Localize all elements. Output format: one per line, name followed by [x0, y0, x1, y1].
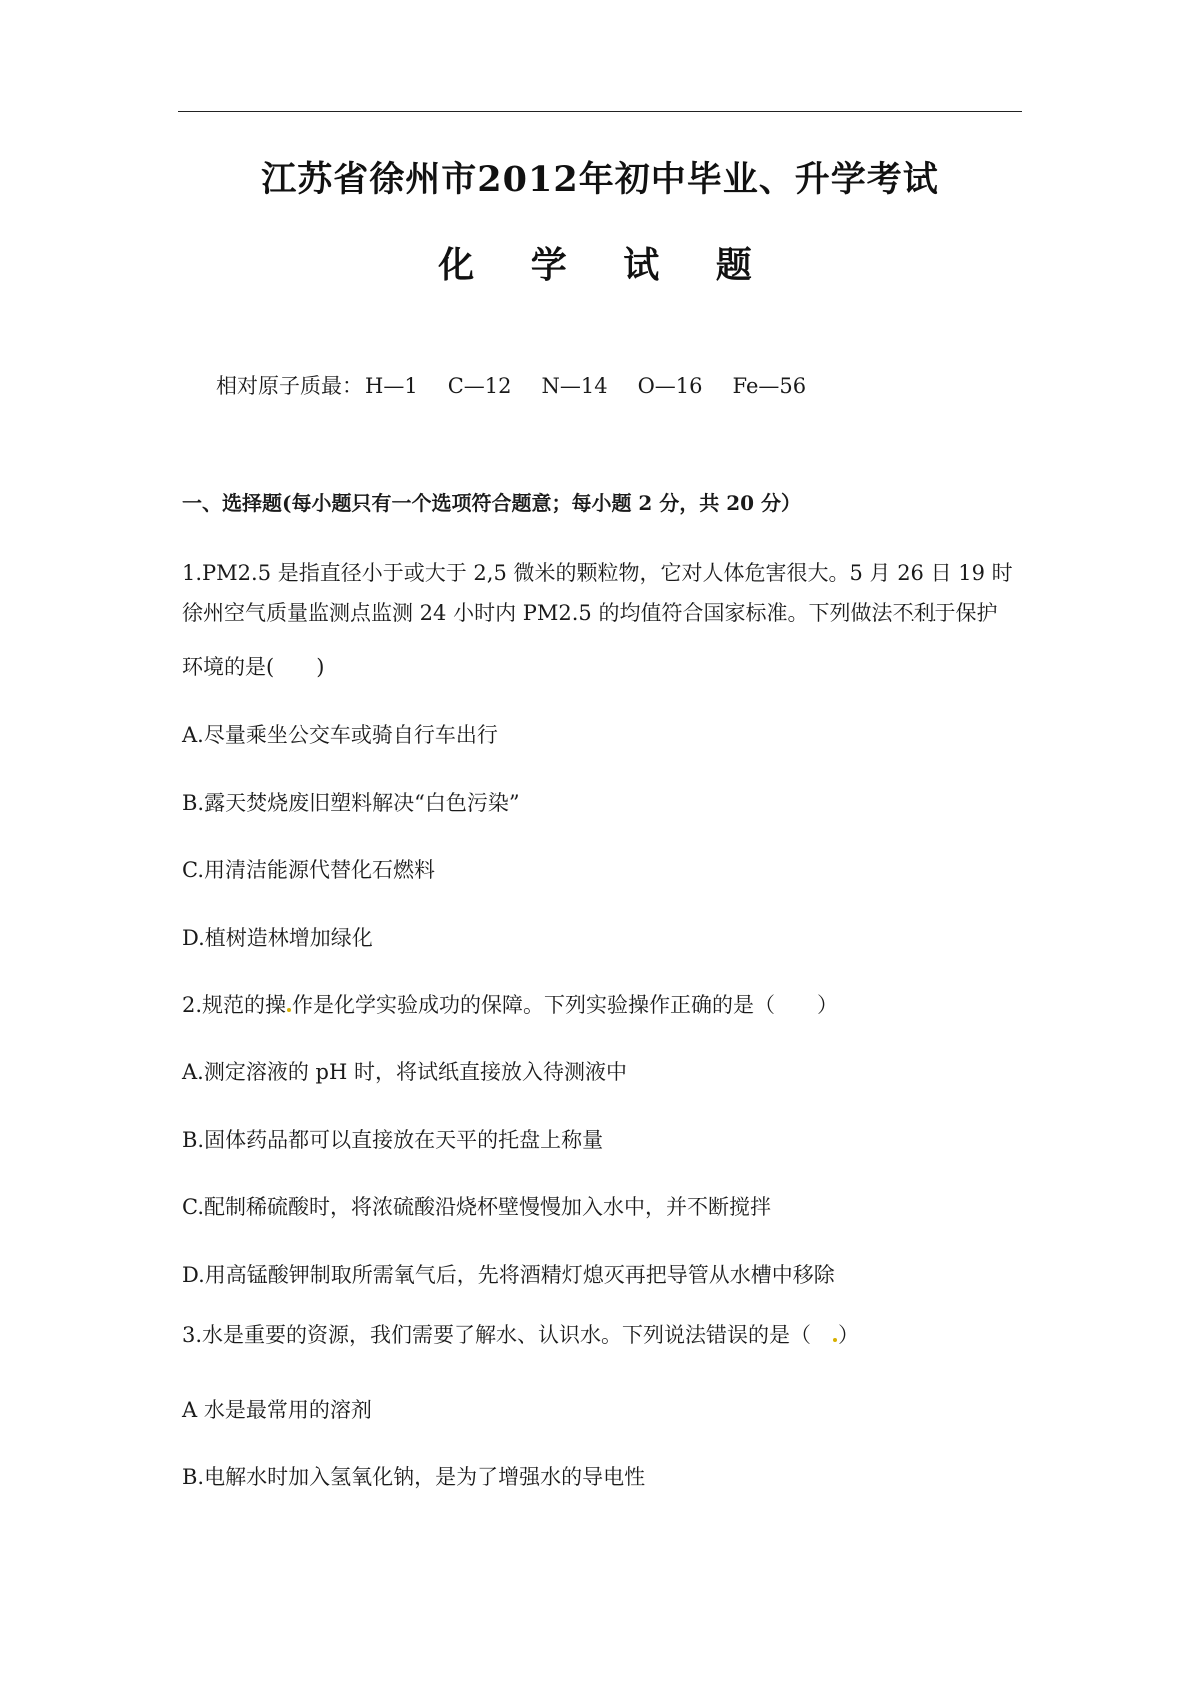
- q3-option-b: B.电解水时加入氢氧化钠，是为了增强水的导电性: [182, 1465, 646, 1489]
- q1-stem-line3: 环境的是( ): [182, 655, 325, 679]
- atomic-masses: [216, 370, 836, 400]
- q3-emphasis: 错误 · ·: [706, 1319, 748, 1349]
- scan-mark: [833, 1338, 837, 1342]
- q2-option-d: D.用高锰酸钾制取所需氧气后，先将酒精灯熄灭再把导管从水槽中移除: [182, 1263, 835, 1287]
- mass-c: C—12: [447, 374, 512, 398]
- exam-subtitle: 化 学 试 题: [438, 244, 774, 286]
- q1-option-d: D.植树造林增加绿化: [182, 926, 373, 950]
- q1-stem-line2-post: 保护: [955, 601, 998, 625]
- mass-fe: Fe—56: [732, 374, 807, 398]
- q2-stem-post: 作是化学实验成功的保障。下列实验操作正确的是（ ）: [292, 993, 839, 1017]
- mass-o: O—16: [637, 374, 703, 398]
- q1-stem-line2-pre: 徐州空气质量监测点监测 24 小时内 PM2.5 的均值符合国家标准。下列做法: [182, 601, 893, 625]
- exam-title: 江苏省徐州市2012年初中毕业、升学考试: [261, 159, 939, 200]
- mass-h: H—1: [365, 374, 418, 398]
- q2-option-c: C.配制稀硫酸时，将浓硫酸沿烧杯壁慢慢加入水中，并不断搅拌: [182, 1195, 771, 1219]
- mass-n: N—14: [541, 374, 608, 398]
- q2-stem-pre: 2.规范的操: [182, 993, 287, 1017]
- top-rule: [178, 111, 1022, 112]
- q1-stem-line1: 1.PM2.5 是指直径小于或大于 2,5 微米的颗粒物，它对人体危害很大。5 月 26 日 19 时: [182, 561, 1013, 585]
- section-heading: 一、选择题(每小题只有一个选项符合题意；每小题 2 分，共 20 分）: [182, 491, 802, 515]
- q3-stem-end: ）: [838, 1323, 860, 1347]
- q3-stem-pre: 3.水是重要的资源，我们需要了解水、认识水。下列说法: [182, 1323, 707, 1347]
- q1-option-a: A.尽量乘坐公交车或骑自行车出行: [182, 723, 498, 747]
- q1-option-b: B.露天焚烧废旧塑料解决“白色污染”: [182, 791, 520, 815]
- q2-option-b: B.固体药品都可以直接放在天平的托盘上称量: [182, 1128, 604, 1152]
- q1-emphasis: 不利于 · · ·: [892, 597, 955, 627]
- scan-mark: [287, 1008, 291, 1012]
- atomic-masses-label: 相对原子质最：: [216, 374, 363, 398]
- q3-option-a: A 水是最常用的溶剂: [182, 1398, 372, 1422]
- q1-stem-line2: [182, 597, 997, 627]
- q3-stem-post: 的是（: [748, 1323, 833, 1347]
- q3-stem: [182, 1319, 859, 1349]
- q1-option-c: C.用清洁能源代替化石燃料: [182, 858, 435, 882]
- q2-stem: [182, 989, 838, 1019]
- q2-option-a: A.测定溶液的 pH 时，将试纸直接放入待测液中: [182, 1060, 627, 1084]
